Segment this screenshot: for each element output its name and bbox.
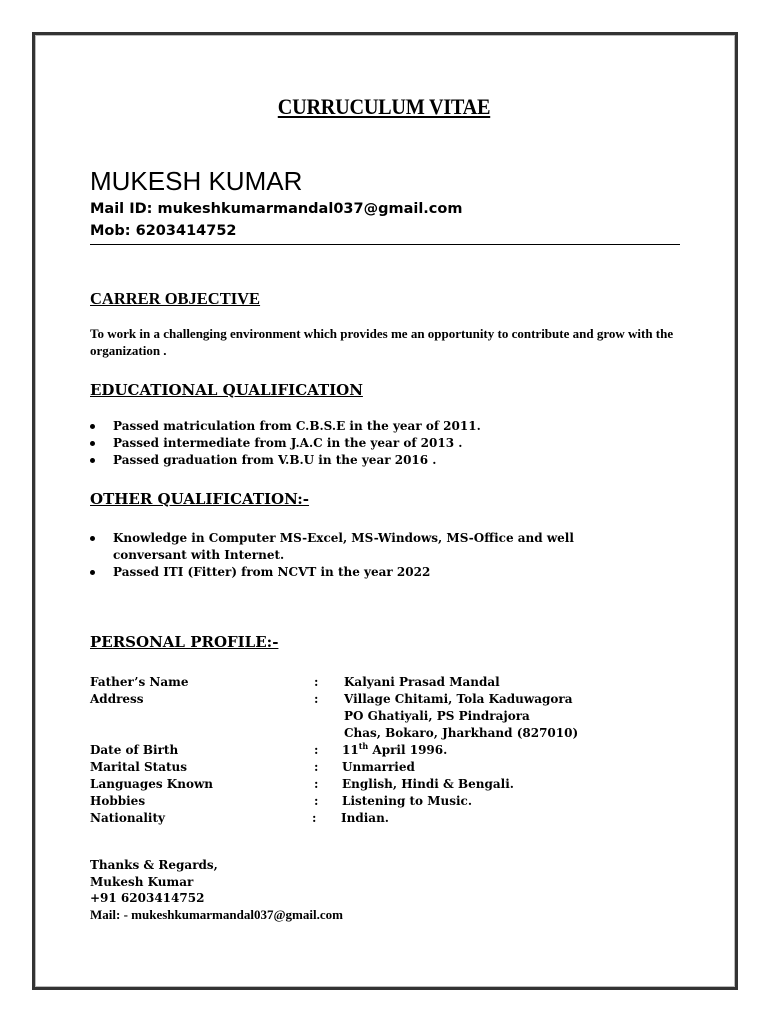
colon: : [314,794,319,808]
bullet-icon [90,458,95,463]
profile-row-dob [90,742,690,759]
signoff-phone: +91 6203414752 [90,891,205,905]
value: Kalyani Prasad Mandal [344,675,500,689]
label: Hobbies [90,794,146,808]
profile-row-fathers-name [90,674,690,691]
colon: : [314,675,319,689]
regards-text: Thanks & Regards, [90,858,218,872]
label: Nationality [90,811,165,825]
colon: : [312,811,317,825]
header-divider [90,244,680,245]
mail-id: Mail ID: mukeshkumarmandal037@gmail.com [90,201,463,217]
personal-profile-table [90,674,690,827]
signoff [90,857,343,923]
list-item: Passed graduation from V.B.U in the year 2016 . [90,452,670,469]
profile-row-marital-status [90,759,690,776]
bullet-icon [90,570,95,575]
value: PO Ghatiyali, PS Pindrajora [344,709,530,723]
profile-row-address-cont [90,708,690,725]
value: English, Hindi & Bengali. [342,777,514,791]
colon: : [314,760,319,774]
value: Village Chitami, Tola Kaduwagora [344,692,573,706]
label: Father’s Name [90,675,189,689]
education-list [90,418,670,469]
value: Unmarried [342,760,415,774]
signoff-name: Mukesh Kumar [90,874,194,889]
label: Address [90,692,144,706]
bullet-icon [90,536,95,541]
colon: : [314,743,319,757]
mobile-number: Mob: 6203414752 [90,223,237,239]
value: Indian. [341,811,389,825]
list-item: Knowledge in Computer MS-Excel, MS-Windows, MS-Office and well conversant with Internet. [90,530,650,564]
list-item: Passed ITI (Fitter) from NCVT in the year 2022 [90,564,650,581]
profile-row-address [90,691,690,708]
value: 11th April 1996. [342,741,448,757]
profile-row-languages [90,776,690,793]
value: Chas, Bokaro, Jharkhand (827010) [344,726,579,740]
objective-text: To work in a challenging environment which provides me an opportunity to contribute and grow with the organization . [90,326,674,358]
profile-row-nationality [90,810,690,827]
label: Marital Status [90,760,188,774]
list-item: Passed intermediate from J.A.C in the year of 2013 . [90,435,670,452]
label: Date of Birth [90,743,179,757]
label: Languages Known [90,777,213,791]
bullet-icon [90,441,95,446]
education-heading: EDUCATIONAL QUALIFICATION [90,381,363,399]
colon: : [314,692,319,706]
signoff-mail: Mail: - mukeshkumarmandal037@gmail.com [90,906,343,922]
bullet-icon [90,424,95,429]
document-title: CURRUCULUM VITAE [277,94,491,119]
profile-row-hobbies [90,793,690,810]
personal-profile-heading: PERSONAL PROFILE:- [90,633,279,651]
value: Listening to Music. [342,794,473,808]
profile-row-address-cont [90,725,690,742]
candidate-name: MUKESH KUMAR [90,166,303,196]
colon: : [314,777,319,791]
other-qualification-list [90,530,650,581]
objective-heading: CARRER OBJECTIVE [90,289,261,308]
other-qualification-heading: OTHER QUALIFICATION:- [90,490,310,508]
list-item: Passed matriculation from C.B.S.E in the year of 2011. [90,418,670,435]
